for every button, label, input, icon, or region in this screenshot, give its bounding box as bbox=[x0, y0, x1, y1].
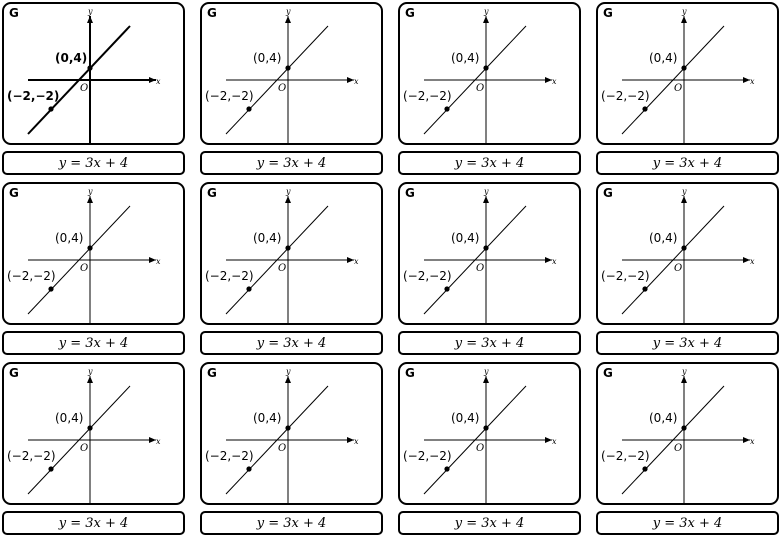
graph-card bbox=[2, 362, 185, 505]
equation-text: y = 3x + 4 bbox=[454, 155, 525, 171]
point-a-dot bbox=[483, 245, 488, 250]
x-axis-arrow bbox=[347, 77, 354, 83]
x-axis-arrow bbox=[743, 77, 750, 83]
graph-card bbox=[200, 182, 383, 325]
point-b-label: (−2,−2) bbox=[403, 89, 452, 103]
point-b-dot bbox=[642, 106, 647, 111]
y-axis-label: y bbox=[286, 367, 291, 376]
y-axis-label: y bbox=[484, 367, 489, 376]
point-a-dot bbox=[681, 245, 686, 250]
x-axis-label: x bbox=[750, 437, 755, 446]
y-axis-label: y bbox=[682, 187, 687, 196]
equation-text: y = 3x + 4 bbox=[652, 515, 723, 531]
origin-label: O bbox=[278, 443, 287, 454]
equation-label bbox=[398, 331, 581, 355]
equation-label bbox=[596, 511, 779, 535]
x-axis-label: x bbox=[354, 77, 359, 86]
point-a-label: (0,4) bbox=[253, 51, 282, 65]
equation-text: y = 3x + 4 bbox=[652, 335, 723, 351]
point-b-label: (−2,−2) bbox=[403, 269, 452, 283]
point-b-dot bbox=[246, 466, 251, 471]
y-axis-arrow bbox=[87, 376, 93, 383]
equation-label bbox=[2, 331, 185, 355]
x-axis-label: x bbox=[354, 257, 359, 266]
point-b-dot bbox=[246, 286, 251, 291]
y-axis-arrow bbox=[483, 196, 489, 203]
line-graph bbox=[400, 364, 583, 507]
point-b-dot bbox=[48, 106, 53, 111]
point-b-label: (−2,−2) bbox=[205, 89, 254, 103]
point-a-dot bbox=[285, 425, 290, 430]
point-a-dot bbox=[681, 65, 686, 70]
point-b-label: (−2,−2) bbox=[7, 449, 56, 463]
origin-label: O bbox=[674, 443, 683, 454]
point-b-dot bbox=[444, 466, 449, 471]
line-graph bbox=[400, 184, 583, 327]
origin-label: O bbox=[278, 83, 287, 94]
origin-label: O bbox=[674, 83, 683, 94]
y-axis-label: y bbox=[682, 367, 687, 376]
graph-card bbox=[2, 2, 185, 145]
equation-text: y = 3x + 4 bbox=[454, 335, 525, 351]
point-a-label: (0,4) bbox=[55, 411, 84, 425]
card-letter: G bbox=[9, 366, 19, 380]
point-a-label: (0,4) bbox=[649, 411, 678, 425]
y-axis-label: y bbox=[88, 7, 93, 16]
card-letter: G bbox=[405, 186, 415, 200]
y-axis-arrow bbox=[285, 16, 291, 23]
equation-label bbox=[596, 331, 779, 355]
x-axis-arrow bbox=[149, 77, 156, 83]
x-axis-label: x bbox=[552, 77, 557, 86]
origin-label: O bbox=[476, 83, 485, 94]
y-axis-arrow bbox=[285, 196, 291, 203]
line-graph bbox=[4, 4, 187, 147]
equation-label bbox=[398, 151, 581, 175]
point-b-label: (−2,−2) bbox=[601, 449, 650, 463]
y-axis-arrow bbox=[285, 376, 291, 383]
equation-text: y = 3x + 4 bbox=[58, 515, 129, 531]
graph-card bbox=[596, 362, 779, 505]
point-a-dot bbox=[87, 65, 92, 70]
point-b-dot bbox=[642, 286, 647, 291]
x-axis-label: x bbox=[156, 77, 161, 86]
line-graph bbox=[4, 364, 187, 507]
line-graph bbox=[400, 4, 583, 147]
point-a-label: (0,4) bbox=[451, 411, 480, 425]
x-axis-arrow bbox=[743, 257, 750, 263]
origin-label: O bbox=[476, 263, 485, 274]
point-a-label: (0,4) bbox=[649, 51, 678, 65]
y-axis-label: y bbox=[484, 187, 489, 196]
equation-label bbox=[2, 151, 185, 175]
graph-card bbox=[200, 362, 383, 505]
point-a-dot bbox=[681, 425, 686, 430]
point-b-label: (−2,−2) bbox=[7, 89, 60, 103]
line-graph bbox=[4, 184, 187, 327]
equation-label bbox=[398, 511, 581, 535]
equation-text: y = 3x + 4 bbox=[652, 155, 723, 171]
x-axis-label: x bbox=[156, 257, 161, 266]
point-b-label: (−2,−2) bbox=[601, 89, 650, 103]
card-letter: G bbox=[9, 186, 19, 200]
origin-label: O bbox=[476, 443, 485, 454]
point-a-label: (0,4) bbox=[451, 51, 480, 65]
x-axis-arrow bbox=[347, 437, 354, 443]
equation-text: y = 3x + 4 bbox=[256, 155, 327, 171]
point-b-dot bbox=[246, 106, 251, 111]
graph-card bbox=[398, 362, 581, 505]
point-b-dot bbox=[642, 466, 647, 471]
point-a-label: (0,4) bbox=[55, 51, 88, 65]
graph-card bbox=[2, 182, 185, 325]
card-letter: G bbox=[9, 6, 19, 20]
point-b-label: (−2,−2) bbox=[7, 269, 56, 283]
card-letter: G bbox=[207, 186, 217, 200]
card-letter: G bbox=[405, 6, 415, 20]
y-axis-label: y bbox=[682, 7, 687, 16]
x-axis-label: x bbox=[552, 257, 557, 266]
graph-card bbox=[596, 2, 779, 145]
equation-label bbox=[2, 511, 185, 535]
y-axis-label: y bbox=[286, 7, 291, 16]
point-a-label: (0,4) bbox=[55, 231, 84, 245]
y-axis-arrow bbox=[483, 16, 489, 23]
y-axis-label: y bbox=[88, 187, 93, 196]
line-graph bbox=[202, 184, 385, 327]
y-axis-label: y bbox=[286, 187, 291, 196]
point-b-label: (−2,−2) bbox=[601, 269, 650, 283]
x-axis-arrow bbox=[743, 437, 750, 443]
equation-text: y = 3x + 4 bbox=[256, 335, 327, 351]
point-a-dot bbox=[483, 65, 488, 70]
card-letter: G bbox=[603, 6, 613, 20]
card-letter: G bbox=[603, 186, 613, 200]
x-axis-arrow bbox=[545, 77, 552, 83]
origin-label: O bbox=[278, 263, 287, 274]
card-letter: G bbox=[603, 366, 613, 380]
point-a-label: (0,4) bbox=[451, 231, 480, 245]
point-a-label: (0,4) bbox=[649, 231, 678, 245]
point-b-label: (−2,−2) bbox=[403, 449, 452, 463]
y-axis-arrow bbox=[681, 16, 687, 23]
point-b-dot bbox=[444, 286, 449, 291]
graph-card bbox=[398, 2, 581, 145]
x-axis-label: x bbox=[552, 437, 557, 446]
graph-card bbox=[200, 2, 383, 145]
card-letter: G bbox=[207, 6, 217, 20]
x-axis-label: x bbox=[750, 77, 755, 86]
x-axis-label: x bbox=[156, 437, 161, 446]
point-b-dot bbox=[444, 106, 449, 111]
y-axis-arrow bbox=[681, 196, 687, 203]
equation-label bbox=[596, 151, 779, 175]
graph-card bbox=[596, 182, 779, 325]
equation-text: y = 3x + 4 bbox=[58, 335, 129, 351]
point-b-label: (−2,−2) bbox=[205, 269, 254, 283]
origin-label: O bbox=[80, 443, 89, 454]
y-axis-arrow bbox=[681, 376, 687, 383]
x-axis-arrow bbox=[545, 257, 552, 263]
line-graph bbox=[202, 364, 385, 507]
point-a-dot bbox=[87, 425, 92, 430]
y-axis-arrow bbox=[87, 196, 93, 203]
point-a-label: (0,4) bbox=[253, 411, 282, 425]
point-b-dot bbox=[48, 466, 53, 471]
y-axis-label: y bbox=[484, 7, 489, 16]
point-a-dot bbox=[87, 245, 92, 250]
equation-label bbox=[200, 511, 383, 535]
card-letter: G bbox=[207, 366, 217, 380]
x-axis-arrow bbox=[347, 257, 354, 263]
line-graph bbox=[598, 184, 780, 327]
card-letter: G bbox=[405, 366, 415, 380]
x-axis-label: x bbox=[750, 257, 755, 266]
point-a-dot bbox=[483, 425, 488, 430]
point-a-dot bbox=[285, 65, 290, 70]
y-axis-label: y bbox=[88, 367, 93, 376]
line-graph bbox=[202, 4, 385, 147]
point-a-dot bbox=[285, 245, 290, 250]
origin-label: O bbox=[674, 263, 683, 274]
origin-label: O bbox=[80, 263, 89, 274]
x-axis-label: x bbox=[354, 437, 359, 446]
line-graph bbox=[598, 364, 780, 507]
equation-text: y = 3x + 4 bbox=[454, 515, 525, 531]
x-axis-arrow bbox=[149, 437, 156, 443]
graph-card bbox=[398, 182, 581, 325]
equation-text: y = 3x + 4 bbox=[58, 155, 129, 171]
equation-label bbox=[200, 151, 383, 175]
y-axis-arrow bbox=[87, 16, 93, 23]
line-graph bbox=[598, 4, 780, 147]
origin-label: O bbox=[80, 83, 89, 94]
equation-text: y = 3x + 4 bbox=[256, 515, 327, 531]
y-axis-arrow bbox=[483, 376, 489, 383]
point-b-label: (−2,−2) bbox=[205, 449, 254, 463]
x-axis-arrow bbox=[545, 437, 552, 443]
x-axis-arrow bbox=[149, 257, 156, 263]
point-b-dot bbox=[48, 286, 53, 291]
point-a-label: (0,4) bbox=[253, 231, 282, 245]
equation-label bbox=[200, 331, 383, 355]
